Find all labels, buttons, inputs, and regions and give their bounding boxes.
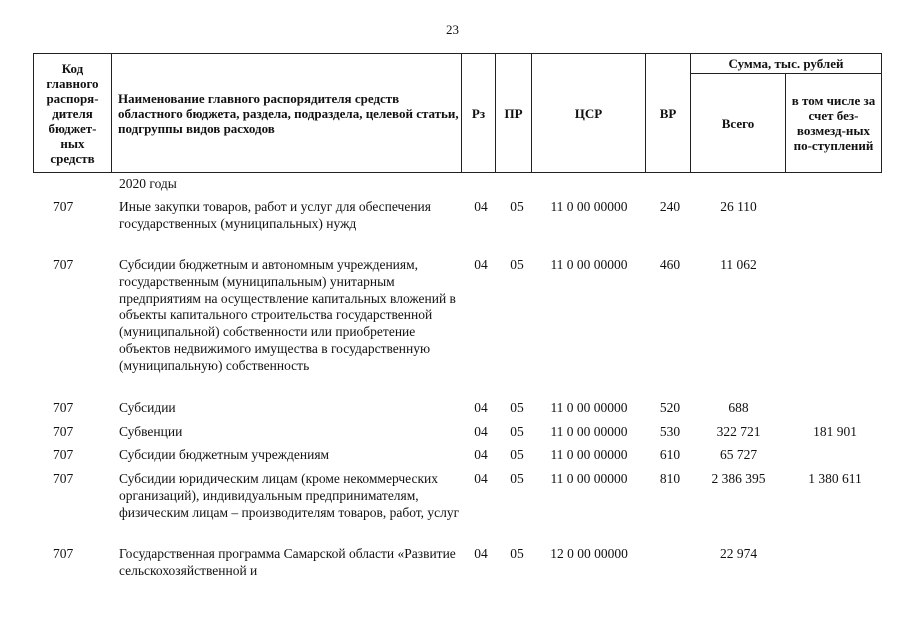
- row-code: 707: [53, 400, 74, 415]
- row-rz: 04: [474, 199, 488, 214]
- row-total: 26 110: [720, 199, 757, 214]
- row-csr: 11 0 00 00000: [550, 424, 628, 439]
- row-code: 707: [53, 471, 74, 486]
- header-total: Всего: [690, 73, 786, 173]
- row-total: 2 386 395: [711, 471, 766, 486]
- row-name: Субсидии: [119, 400, 176, 415]
- row-pr: 05: [510, 199, 524, 214]
- row-total: 322 721: [716, 424, 761, 439]
- row-pr: 05: [510, 400, 524, 415]
- header-rz: Рз: [461, 53, 496, 173]
- row-code: 707: [53, 546, 74, 561]
- row-csr: 11 0 00 00000: [550, 199, 628, 214]
- row-vr: 610: [659, 447, 681, 462]
- row-rz: 04: [474, 447, 488, 462]
- header-vr: ВР: [645, 53, 691, 173]
- row-pr: 05: [510, 424, 524, 439]
- row-pr: 05: [510, 546, 524, 561]
- row-rz: 04: [474, 257, 488, 272]
- row-name: Субсидии бюджетным учреждениям: [119, 447, 330, 462]
- row-pr: 05: [510, 447, 524, 462]
- page-number: 23: [446, 22, 459, 37]
- row-pr: 05: [510, 257, 524, 272]
- row-name: Субсидии юридическим лицам (кроме некоммерческих организаций), индивидуальным предпринимателям, физическим лицам – производителям товаров, работ, услуг: [119, 471, 460, 520]
- row-csr: 11 0 00 00000: [550, 447, 628, 462]
- row-name: Субсидии бюджетным и автономным учреждениям, государственным (муниципальным) унитарным предприятиям на осуществление капитальных вложений в объекты капитального строительства государственной (муниципальной) собственности или приобретение объектов недвижимого имущества в государственную (муниципальную) собственность: [119, 257, 456, 373]
- row-rz: 04: [474, 471, 488, 486]
- row-total: 11 062: [720, 257, 757, 272]
- row-vr: 530: [659, 424, 681, 439]
- row-rz: 04: [474, 400, 488, 415]
- row-code: 707: [53, 257, 74, 272]
- row-vr: 810: [659, 471, 681, 486]
- continuation-text: 2020 годы: [119, 176, 177, 191]
- header-code: Код главного распоря-дителя бюджет-ных средств: [33, 53, 112, 173]
- header-sum: Сумма, тыс. рублей: [690, 53, 882, 74]
- row-total: 22 974: [719, 546, 758, 561]
- row-csr: 11 0 00 00000: [550, 257, 628, 272]
- row-csr: 11 0 00 00000: [550, 400, 628, 415]
- row-vr: 240: [659, 199, 681, 214]
- row-pr: 05: [510, 471, 524, 486]
- row-code: 707: [53, 447, 74, 462]
- table-header: [33, 53, 882, 173]
- row-free: 181 901: [813, 424, 857, 439]
- row-csr: 11 0 00 00000: [550, 471, 628, 486]
- row-total: 688: [728, 400, 749, 415]
- row-rz: 04: [474, 546, 488, 561]
- row-vr: 520: [659, 400, 681, 415]
- header-pr: ПР: [495, 53, 532, 173]
- row-code: 707: [53, 199, 74, 214]
- row-free: 1 380 611: [808, 471, 862, 486]
- row-total: 65 727: [719, 447, 758, 462]
- row-csr: 12 0 00 00000: [550, 546, 628, 561]
- row-rz: 04: [474, 424, 488, 439]
- row-vr: 460: [659, 257, 681, 272]
- header-name: Наименование главного распорядителя средств областного бюджета, раздела, подраздела, целевой статьи, подгруппы видов расходов: [111, 53, 462, 173]
- header-csr: ЦСР: [531, 53, 646, 173]
- row-name: Государственная программа Самарской области «Развитие сельскохозяйственной и: [119, 546, 456, 578]
- header-free: в том числе за счет без-возмезд-ных по-ступлений: [785, 73, 882, 173]
- row-name: Иные закупки товаров, работ и услуг для обеспечения государственных (муниципальных) нужд: [119, 199, 431, 231]
- row-name: Субвенции: [119, 424, 183, 439]
- row-code: 707: [53, 424, 74, 439]
